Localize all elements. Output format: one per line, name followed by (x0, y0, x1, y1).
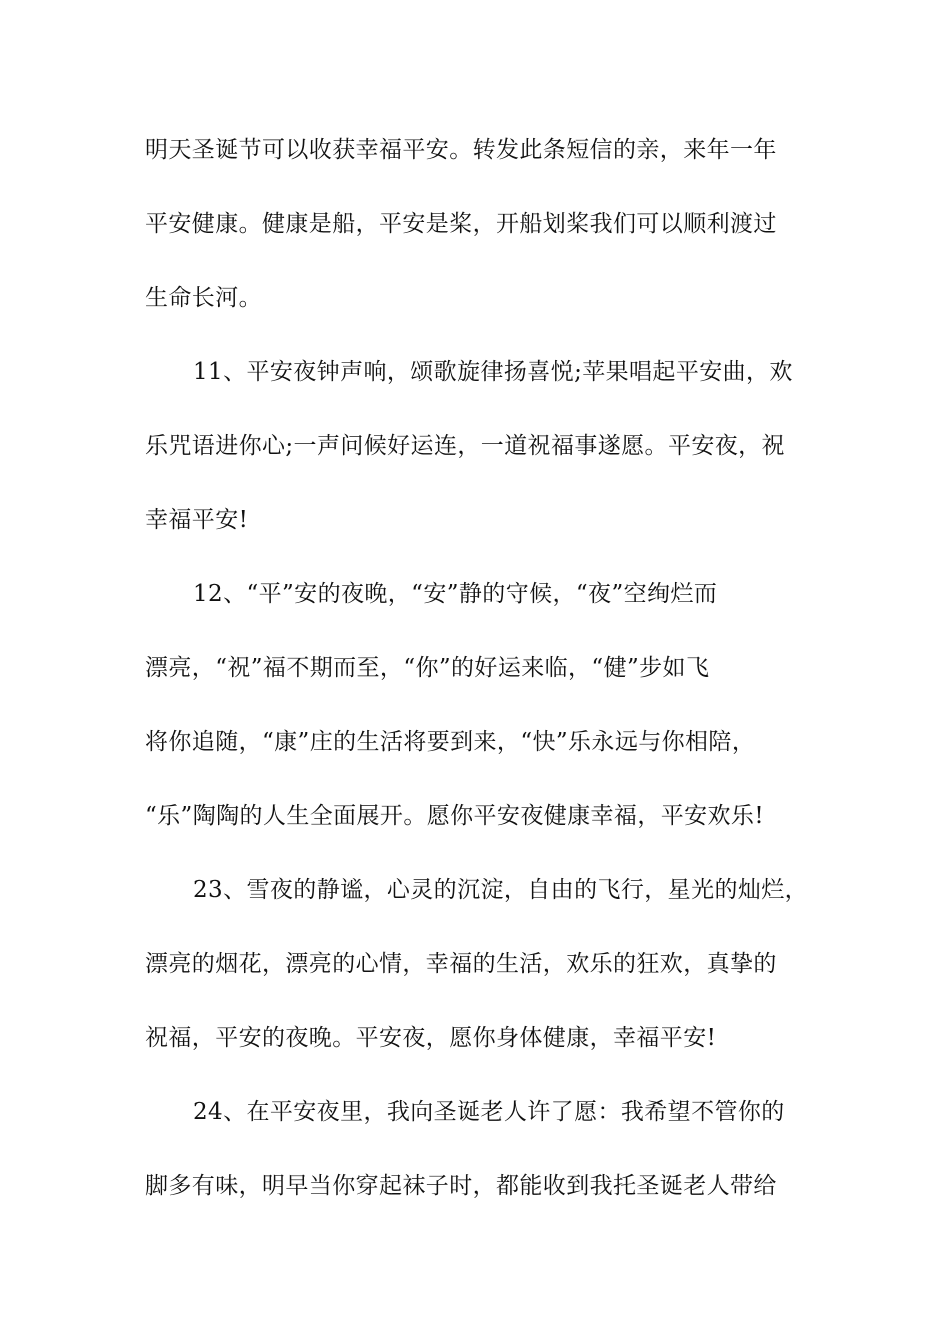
text-line: 乐咒语进你心;一声问候好运连，一道祝福事遂愿。平安夜，祝 (145, 433, 785, 459)
text-line: 生命长河。 (145, 285, 262, 311)
paragraph-first-line: 12、“平”安的夜晚，“安”静的守候，“夜”空绚烂而 (193, 581, 718, 607)
text-line: 漂亮，“祝”福不期而至，“你”的好运来临，“健”步如飞 (145, 655, 710, 681)
text-line: 脚多有味，明早当你穿起袜子时，都能收到我托圣诞老人带给 (145, 1173, 777, 1199)
paragraph-first-line: 24、在平安夜里，我向圣诞老人许了愿：我希望不管你的 (193, 1099, 785, 1125)
text-line: 幸福平安! (145, 507, 249, 533)
text-line: 平安健康。健康是船，平安是桨，开船划桨我们可以顺利渡过 (145, 211, 777, 237)
paragraph-first-line: 11、平安夜钟声响，颂歌旋律扬喜悦;苹果唱起平安曲，欢 (193, 359, 793, 385)
text-line: “乐”陶陶的人生全面展开。愿你平安夜健康幸福，平安欢乐! (145, 803, 764, 829)
text-line: 将你追随，“康”庄的生活将要到来，“快”乐永远与你相陪， (145, 729, 756, 755)
text-line: 漂亮的烟花，漂亮的心情，幸福的生活，欢乐的狂欢，真挚的 (145, 951, 777, 977)
paragraph-first-line: 23、雪夜的静谧，心灵的沉淀，自由的飞行，星光的灿烂， (193, 877, 809, 903)
text-line: 祝福，平安的夜晚。平安夜，愿你身体健康，幸福平安! (145, 1025, 717, 1051)
text-line: 明天圣诞节可以收获幸福平安。转发此条短信的亲，来年一年 (145, 137, 777, 163)
